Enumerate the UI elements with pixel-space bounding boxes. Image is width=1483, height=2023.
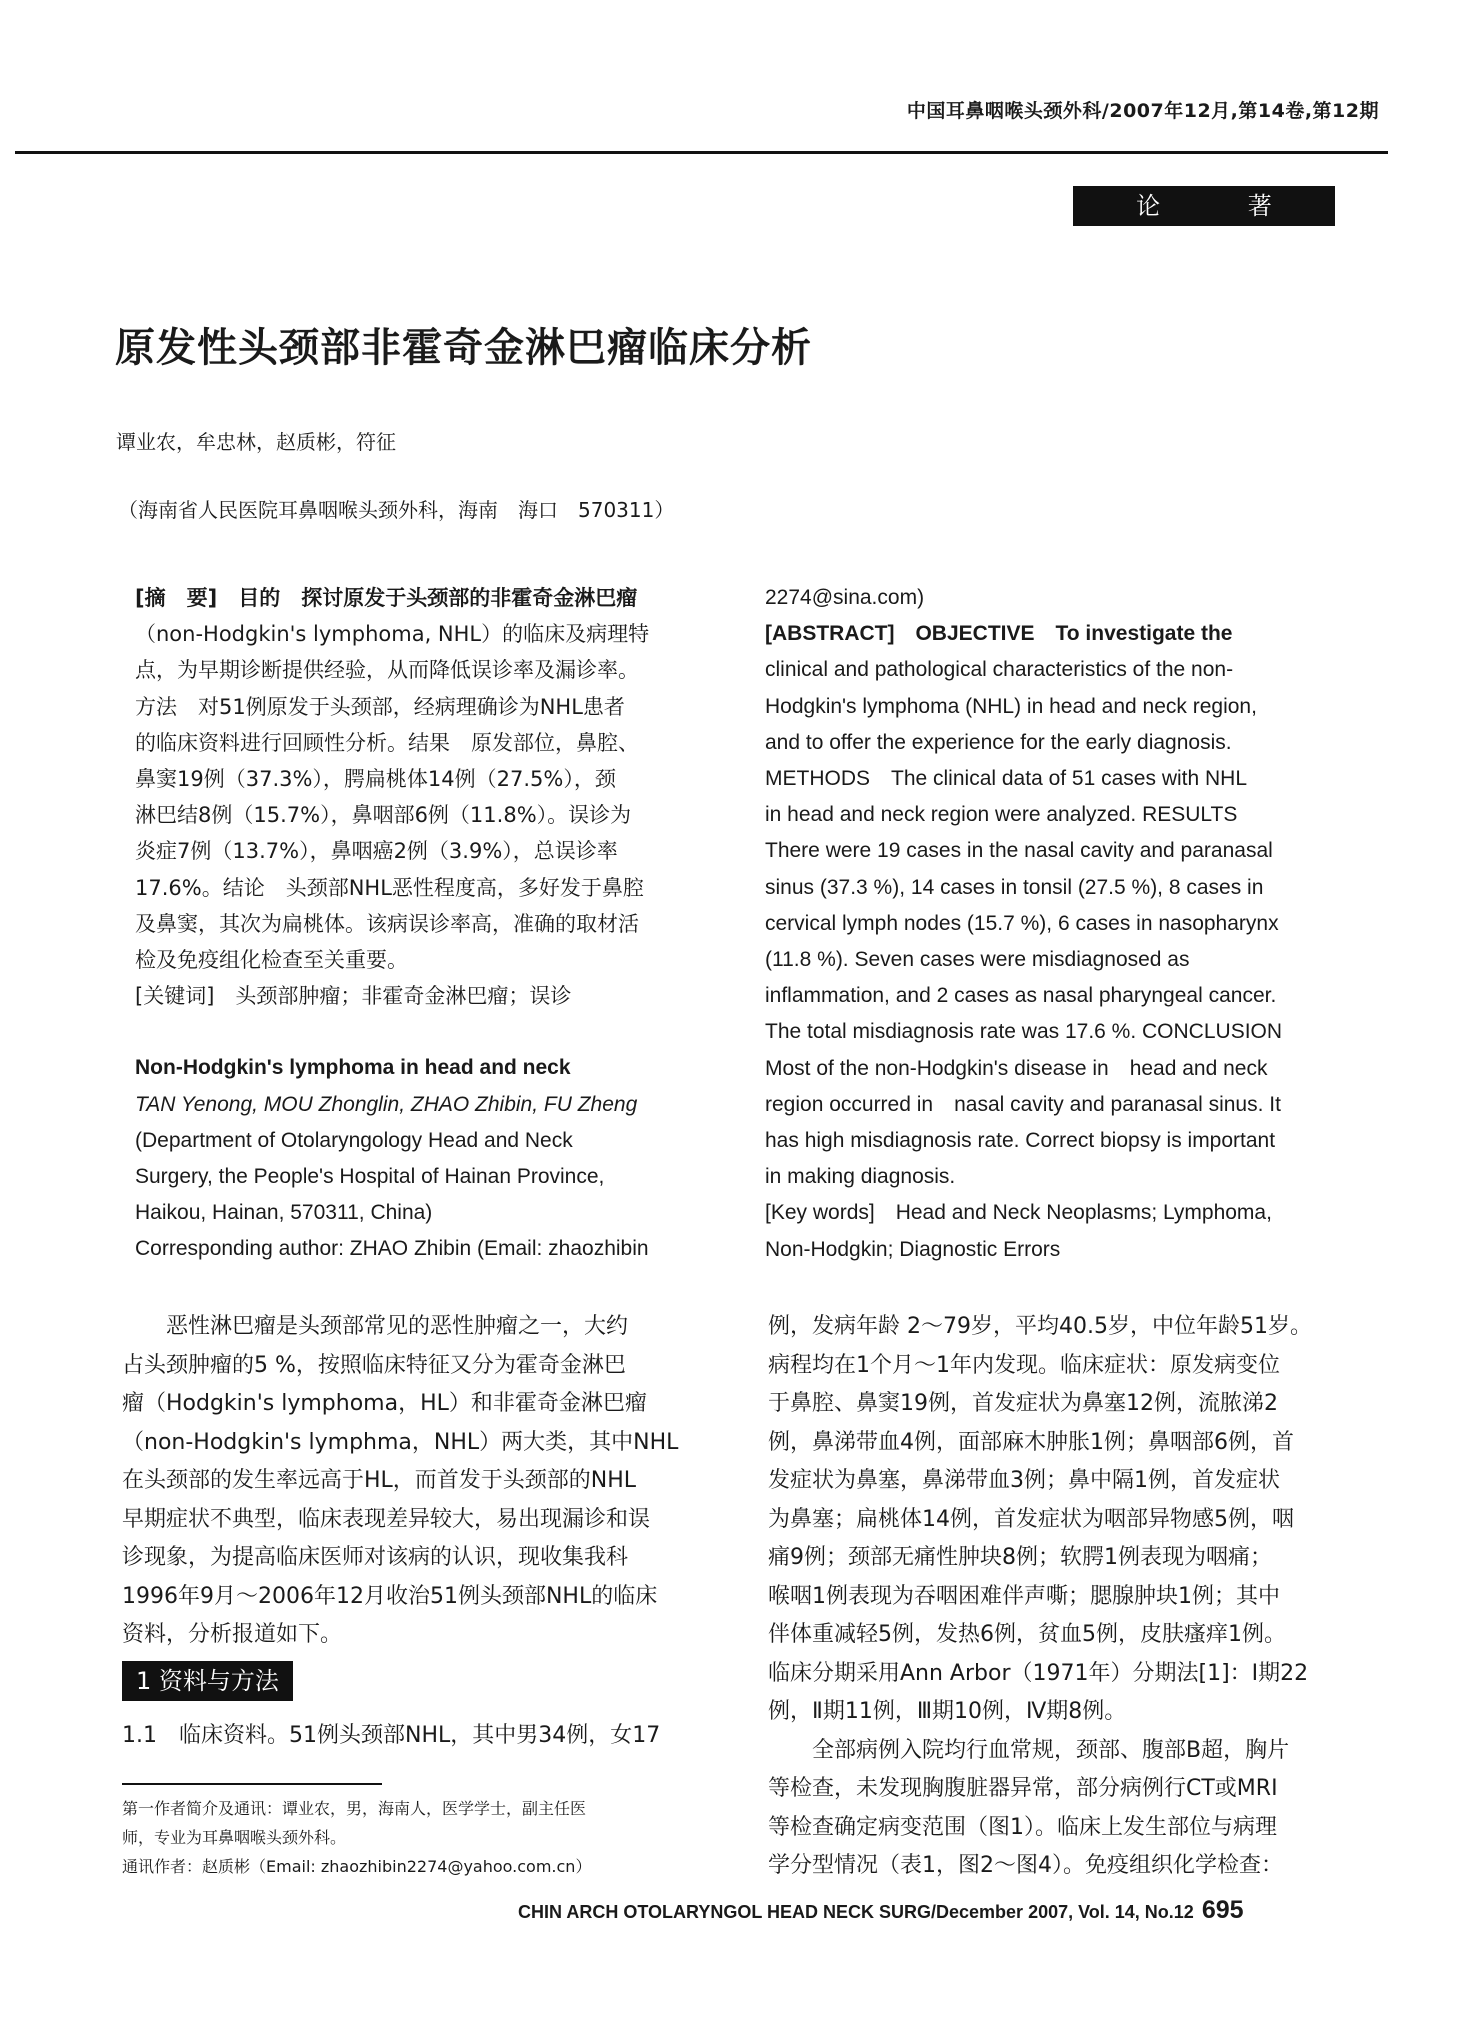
footnotes (122, 1794, 742, 1881)
body-line: 临床分期采用Ann Arbor（1971年）分期法[1]：Ⅰ期22 (768, 1660, 1309, 1686)
abstract-line: [摘 要] 目的 探讨原发于头颈部的非霍奇金淋巴瘤 (135, 586, 638, 610)
body-line: 例，鼻涕带血4例，面部麻木肿胀1例；鼻咽部6例，首 (768, 1429, 1294, 1455)
footnote-line: 师，专业为耳鼻咽喉头颈外科。 (122, 1828, 347, 1847)
body-line: （non-Hodgkin's lymphma，NHL）两大类，其中NHL (122, 1429, 679, 1455)
body-line: 病程均在1个月～1年内发现。临床症状：原发病变位 (768, 1352, 1280, 1378)
abstract-line: 点，为早期诊断提供经验，从而降低误诊率及漏诊率。 (135, 658, 639, 683)
footnote-line: 第一作者简介及通讯：谭业农，男，海南人，医学学士，副主任医 (122, 1799, 587, 1818)
journal-header: 中国耳鼻咽喉头颈外科/2007年12月,第14卷,第12期 (906, 100, 1379, 122)
abstract-en-line: Most of the non-Hodgkin's disease in head and neck (765, 1056, 1268, 1080)
body-line: 恶性淋巴瘤是头颈部常见的恶性肿瘤之一，大约 (122, 1314, 629, 1339)
keywords-en-cont: Non-Hodgkin; Diagnostic Errors (765, 1237, 1061, 1261)
english-title: Non-Hodgkin's lymphoma in head and neck (135, 1056, 571, 1080)
abstract-en-line: (11.8 %). Seven cases were misdiagnosed as (765, 948, 1190, 972)
page-footer (518, 1896, 1244, 1925)
body-line: 1996年9月～2006年12月收治51例头颈部NHL的临床 (122, 1583, 658, 1609)
affiliation: （海南省人民医院耳鼻咽喉头颈外科，海南 海口 570311） (118, 498, 675, 522)
abstract-en-line: cervical lymph nodes (15.7 %), 6 cases in nasopharynx (765, 911, 1279, 935)
abstract-en-line: METHODS The clinical data of 51 cases with NHL (765, 767, 1248, 791)
abstract-en-line: [ABSTRACT] OBJECTIVE To investigate the (765, 622, 1233, 646)
abstract-line: 检及免疫组化检查至关重要。 (135, 948, 408, 973)
abstract-en-line: and to offer the experience for the early diagnosis. (765, 730, 1232, 754)
abstract-en-line: sinus (37.3 %), 14 cases in tonsil (27.5 %), 8 cases in (765, 875, 1264, 899)
corresponding-author: Corresponding author: ZHAO Zhibin (Email: zhaozhibin (135, 1237, 649, 1261)
keywords-en: [Key words] Head and Neck Neoplasms; Lymphoma, (765, 1201, 1272, 1225)
footnote-rule (122, 1783, 382, 1785)
body-line: 资料，分析报道如下。 (122, 1622, 343, 1647)
abstract-line: 17.6%。结论 头颈部NHL恶性程度高，多好发于鼻腔 (135, 875, 644, 900)
body-line: 于鼻腔、鼻窦19例，首发症状为鼻塞12例，流脓涕2 (768, 1391, 1278, 1416)
body-left-column (122, 1308, 732, 1755)
abstract-en-line: There were 19 cases in the nasal cavity and paranasal (765, 839, 1273, 863)
subsection-line: 1.1 临床资料。51例头颈部NHL，其中男34例，女17 (122, 1722, 661, 1748)
footnote-line: 通讯作者：赵质彬（Email: zhaozhibin2274@yahoo.com.cn） (122, 1857, 592, 1876)
english-affiliation-line: Haikou, Hainan, 570311, China) (135, 1201, 433, 1225)
abstract-line: 淋巴结8例（15.7%），鼻咽部6例（11.8%）。误诊为 (135, 803, 632, 828)
keywords-cn: [关键词] 头颈部肿瘤；非霍奇金淋巴瘤；误诊 (135, 984, 572, 1009)
abstract-line: 炎症7例（13.7%），鼻咽癌2例（3.9%），总误诊率 (135, 839, 618, 864)
section-heading: 1 资料与方法 (122, 1661, 293, 1701)
abstract-line: 的临床资料进行回顾性分析。结果 原发部位，鼻腔、 (135, 730, 639, 755)
abstract-en-line: region occurred in nasal cavity and paranasal sinus. It (765, 1092, 1281, 1116)
section-banner: 论 著 (1073, 186, 1335, 226)
body-line: 瘤（Hodgkin's lymphoma，HL）和非霍奇金淋巴瘤 (122, 1391, 647, 1416)
body-line: 等检查，未发现胸腹脏器异常，部分病例行CT或MRI (768, 1776, 1278, 1801)
body-line: 在头颈部的发生率远高于HL，而首发于头颈部的NHL (122, 1468, 637, 1493)
abstract-line: 鼻窦19例（37.3%），腭扁桃体14例（27.5%），颈 (135, 767, 616, 792)
body-line: 等检查确定病变范围（图1）。临床上发生部位与病理 (768, 1814, 1277, 1840)
abstract-line: 方法 对51例原发于头颈部，经病理确诊为NHL患者 (135, 694, 625, 719)
body-line: 伴体重减轻5例，发热6例，贫血5例，皮肤瘙痒1例。 (768, 1622, 1286, 1647)
body-line: 为鼻塞；扁桃体14例，首发症状为咽部异物感5例，咽 (768, 1506, 1294, 1532)
abstract-en-line: 2274@sina.com) (765, 586, 925, 609)
abstract-en-line: Hodgkin's lymphoma (NHL) in head and neck region, (765, 694, 1257, 718)
footer-journal: CHIN ARCH OTOLARYNGOL HEAD NECK SURG/December 2007, Vol. 14, No.12 (518, 1902, 1194, 1922)
abstract-en-line: in head and neck region were analyzed. RESULTS (765, 803, 1238, 827)
abstract-en-line: has high misdiagnosis rate. Correct biopsy is important (765, 1129, 1276, 1153)
body-line: 学分型情况（表1，图2～图4）。免疫组织化学检查： (768, 1853, 1283, 1878)
body-right-column (768, 1308, 1371, 1886)
english-authors: TAN Yenong, MOU Zhonglin, ZHAO Zhibin, FU Zheng (135, 1092, 638, 1116)
body-line: 发症状为鼻塞，鼻涕带血3例；鼻中隔1例，首发症状 (768, 1468, 1280, 1493)
article-title: 原发性头颈部非霍奇金淋巴瘤临床分析 (115, 325, 812, 371)
abstract-en-line: clinical and pathological characteristics of the non- (765, 658, 1234, 682)
body-line: 诊现象，为提高临床医师对该病的认识，现收集我科 (122, 1545, 629, 1570)
abstract-right-column (765, 580, 1365, 1268)
body-line: 早期症状不典型，临床表现差异较大，易出现漏诊和误 (122, 1506, 651, 1532)
author-list: 谭业农，牟忠林，赵质彬，符征 (116, 430, 396, 454)
abstract-line: 及鼻窦，其次为扁桃体。该病误诊率高，准确的取材活 (135, 911, 639, 936)
body-line: 喉咽1例表现为吞咽困难伴声嘶；腮腺肿块1例；其中 (768, 1583, 1280, 1609)
header-rule (15, 151, 1388, 154)
english-affiliation-line: (Department of Otolaryngology Head and Neck (135, 1128, 573, 1152)
body-line: 例，Ⅱ期11例，Ⅲ期10例，Ⅳ期8例。 (768, 1699, 1127, 1724)
page-number: 695 (1201, 1896, 1244, 1924)
body-line: 全部病例入院均行血常规，颈部、腹部B超，胸片 (768, 1737, 1290, 1763)
abstract-en-line: The total misdiagnosis rate was 17.6 %. CONCLUSION (765, 1020, 1283, 1044)
body-line: 例，发病年龄 2～79岁，平均40.5岁，中位年龄51岁。 (768, 1314, 1312, 1339)
abstract-left-column (135, 580, 730, 1268)
body-line: 占头颈肿瘤的5 %，按照临床特征又分为霍奇金淋巴 (122, 1352, 626, 1378)
body-line: 痛9例；颈部无痛性肿块8例；软腭1例表现为咽痛； (768, 1545, 1272, 1570)
english-affiliation-line: Surgery, the People's Hospital of Hainan Province, (135, 1165, 605, 1189)
abstract-en-line: inflammation, and 2 cases as nasal pharyngeal cancer. (765, 984, 1277, 1008)
abstract-en-line: in making diagnosis. (765, 1165, 956, 1189)
abstract-line: （non-Hodgkin's lymphoma, NHL）的临床及病理特 (135, 622, 650, 647)
